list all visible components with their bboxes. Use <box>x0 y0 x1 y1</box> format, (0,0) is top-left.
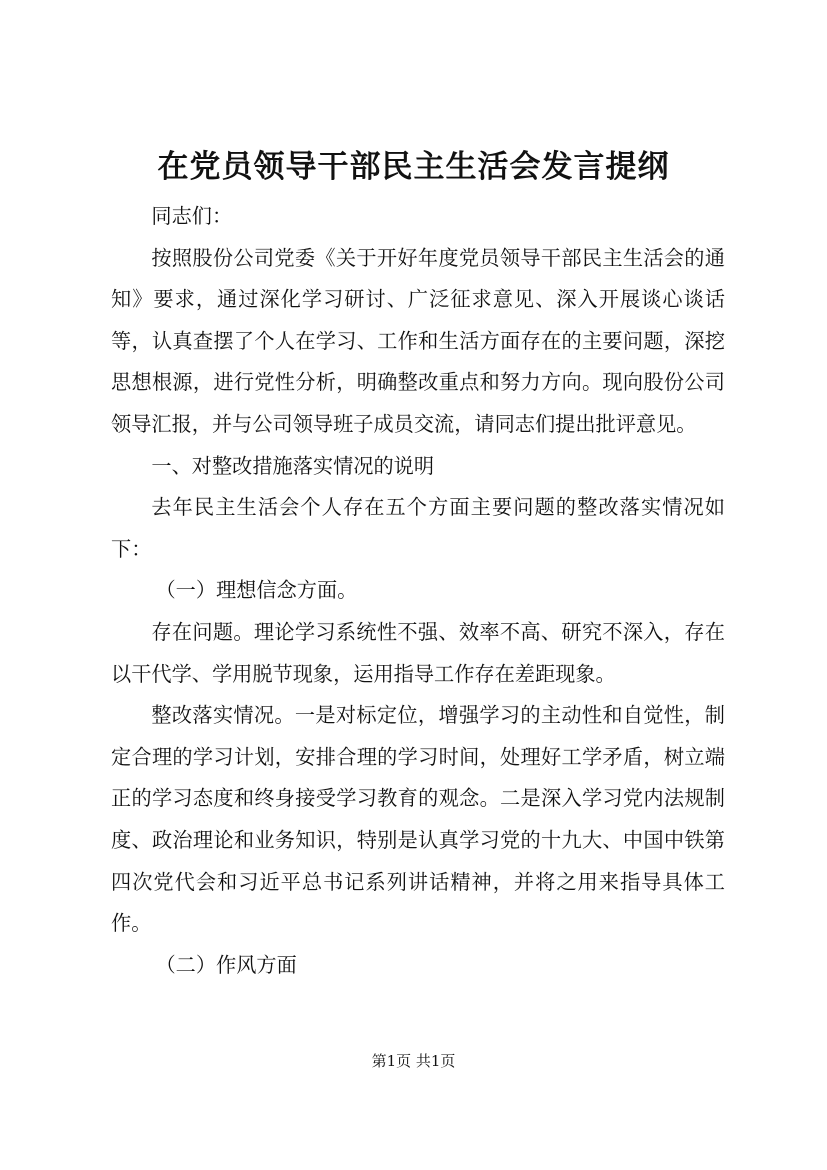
intro-paragraph: 按照股份公司党委《关于开好年度党员领导干部民主生活会的通知》要求，通过深化学习研讨、广泛征求意见、深入开展谈心谈话等，认真查摆了个人在学习、工作和生活方面存在的主要问题，深挖思想根源，进行党性分析，明确整改重点和努力方向。现向股份公司领导汇报，并与公司领导班子成员交流，请同志们提出批评意见。 <box>111 245 725 436</box>
rectification-paragraph: 整改落实情况。一是对标定位，增强学习的主动性和自觉性，制定合理的学习计划，安排合理的学习时间，处理好工学矛盾，树立端正的学习态度和终身接受学习教育的观念。二是深入学习党内法规制度、政治理论和业务知识，特别是认真学习党的十九大、中国中铁第四次党代会和习近平总书记系列讲话精神，并将之用来指导具体工作。 <box>111 703 725 936</box>
section-intro-paragraph: 去年民主生活会个人存在五个方面主要问题的整改落实情况如下： <box>111 495 725 561</box>
document-title: 在党员领导干部民主生活会发言提纲 <box>157 149 670 185</box>
greeting-paragraph: 同志们： <box>151 204 233 228</box>
problem-paragraph: 存在问题。理论学习系统性不强、效率不高、研究不深入，存在以干代学、学用脱节现象，运用指导工作存在差距现象。 <box>111 619 725 686</box>
section-heading: 一、对整改措施落实情况的说明 <box>151 453 435 478</box>
document-body <box>111 196 725 986</box>
page-number-footer: 第1页 共1页 <box>371 1052 456 1070</box>
subsection-heading: （一）理想信念方面。 <box>155 578 358 603</box>
subsection-heading: （二）作风方面 <box>155 952 297 977</box>
